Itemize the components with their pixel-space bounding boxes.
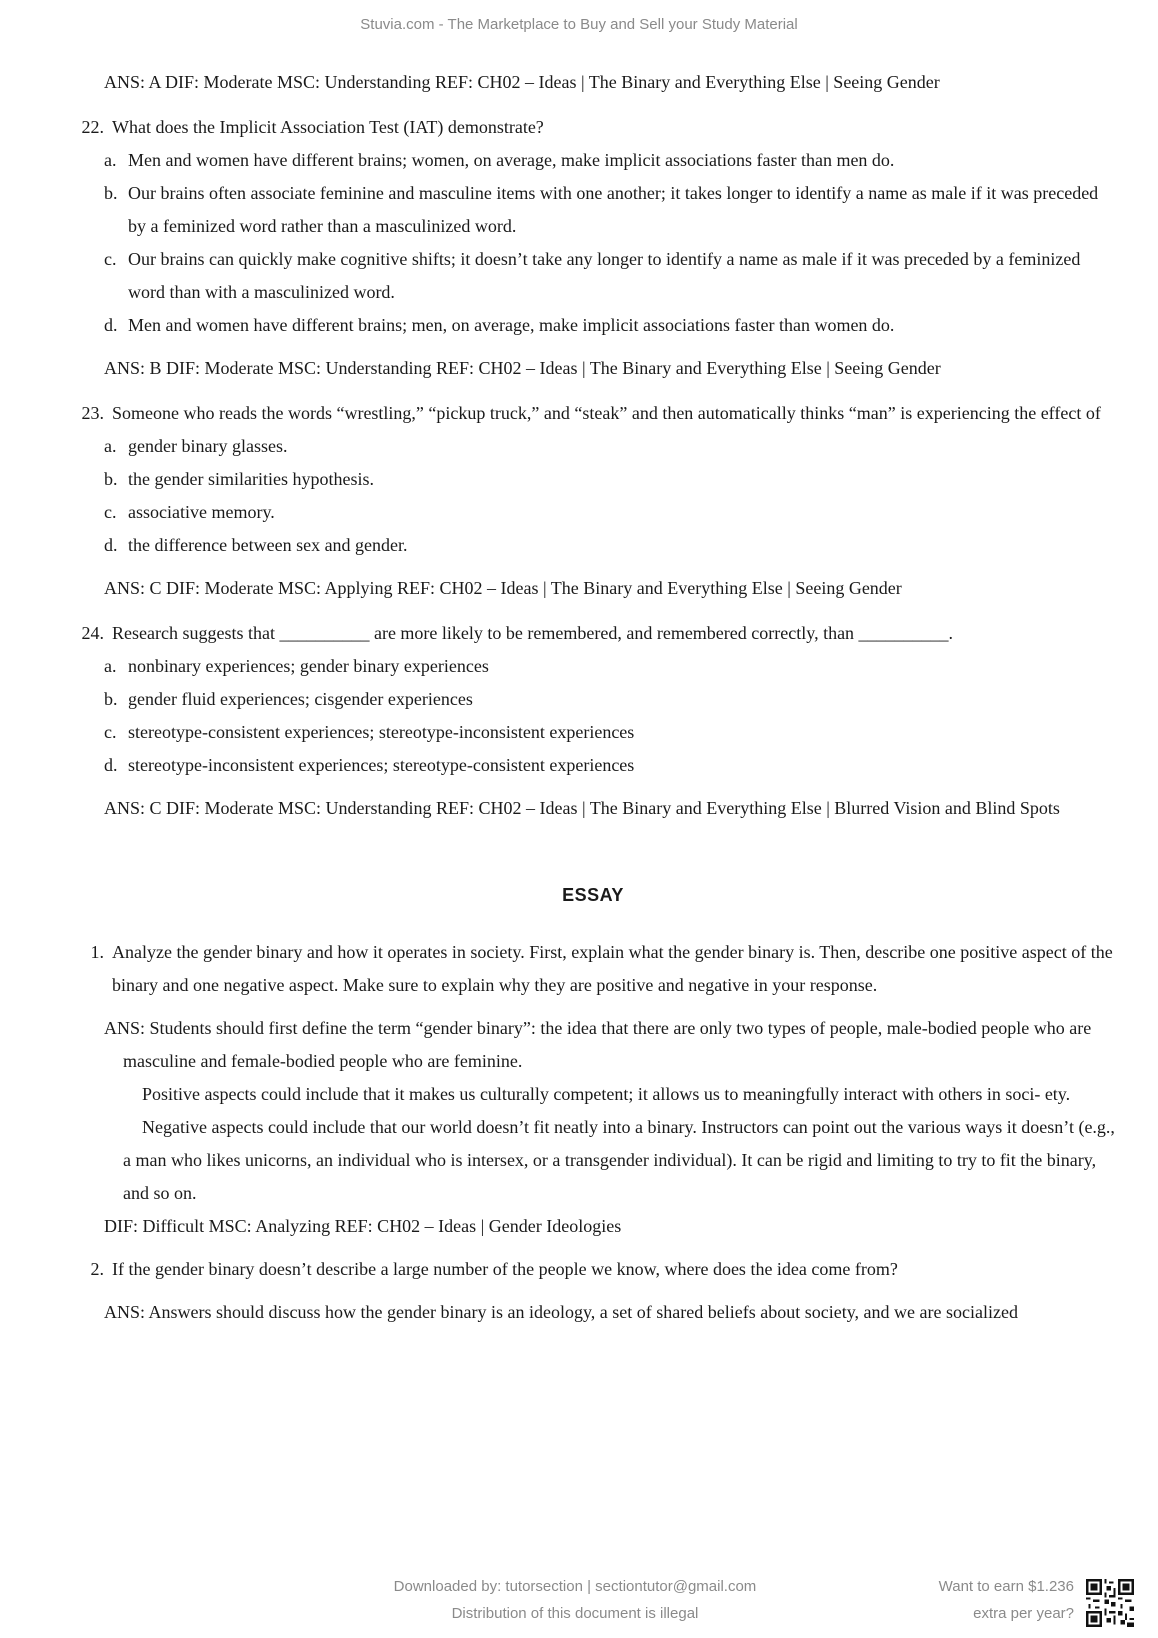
question-number: 24.	[81, 623, 104, 643]
question-number: 2.	[90, 1259, 104, 1279]
answer-key: ANS: C DIF: Moderate MSC: Understanding REF: CH02 – Ideas | The Binary and Everything Else | Blurred Vision and Blind Spots	[104, 798, 1060, 818]
question-text: Research suggests that __________ are more likely to be remembered, and remembered correctly, than __________.	[112, 623, 954, 643]
previous-answer-key	[68, 66, 1118, 99]
option-d: d. Men and women have different brains; men, on average, make implicit associations faster than women do.	[104, 315, 895, 335]
essay-answer-p3: Negative aspects could include that our world doesn’t fit neatly into a binary. Instructors can point out the various ways it doesn’t (e.g., a man who likes unicorns, an individual who is intersex, or a transgender individual). It can be rigid and limiting to try to fit the binary, and so on.	[123, 1117, 1115, 1203]
question-number: 23.	[81, 403, 104, 423]
option-b: b. Our brains often associate feminine and masculine items with one another; it takes longer to identify a name as male if it was preceded by a feminized word rather than a masculinized word.	[104, 183, 1099, 236]
question-number: 22.	[81, 117, 104, 137]
essay-question-2	[68, 1253, 1118, 1329]
essay-section-title: ESSAY	[562, 885, 624, 905]
question-text: What does the Implicit Association Test (IAT) demonstrate?	[112, 117, 544, 137]
option-d: d. stereotype-inconsistent experiences; stereotype-consistent experiences	[104, 755, 635, 775]
document-body	[68, 66, 1118, 1329]
essay-answer-p1: ANS: Students should first define the term “gender binary”: the idea that there are only two types of people, male-bodied people who are masculine and female-bodied people who are feminine.	[104, 1018, 1092, 1071]
question-number: 1.	[90, 942, 104, 962]
distribution-notice: Distribution of this document is illegal	[451, 1605, 699, 1622]
option-a: a. nonbinary experiences; gender binary experiences	[104, 656, 489, 676]
question-text: If the gender binary doesn’t describe a large number of the people we know, where does the idea come from?	[112, 1259, 898, 1279]
site-banner: Stuvia.com - The Marketplace to Buy and Sell your Study Material	[360, 16, 798, 33]
question-24	[68, 617, 1118, 825]
answer-text: ANS: A DIF: Moderate MSC: Understanding REF: CH02 – Ideas | The Binary and Everything Else | Seeing Gender	[104, 72, 940, 92]
question-23	[68, 397, 1118, 605]
essay-answer-p2: Positive aspects could include that it makes us culturally competent; it allows us to meaningfully interact with others in soci- ety.	[142, 1084, 1071, 1104]
option-d: d. the difference between sex and gender.	[104, 535, 408, 555]
question-text: Someone who reads the words “wrestling,” “pickup truck,” and “steak” and then automatically thinks “man” is experiencing the effect of	[112, 403, 1101, 423]
answer-key: ANS: C DIF: Moderate MSC: Applying REF: CH02 – Ideas | The Binary and Everything Else | Seeing Gender	[104, 578, 902, 598]
essay-answer-meta: DIF: Difficult MSC: Analyzing REF: CH02 – Ideas | Gender Ideologies	[104, 1216, 622, 1236]
option-c: c. associative memory.	[104, 502, 275, 522]
essay-question-1	[68, 936, 1118, 1243]
option-b: b. the gender similarities hypothesis.	[104, 469, 374, 489]
earn-promo[interactable]	[939, 1573, 1074, 1627]
download-notice	[330, 1573, 820, 1627]
downloaded-by: Downloaded by: tutorsection | sectiontutor@gmail.com	[393, 1578, 757, 1595]
option-c: c. Our brains can quickly make cognitive shifts; it doesn’t take any longer to identify a name as male if it was preceded by a feminized word than with a masculinized word.	[104, 249, 1081, 302]
option-c: c. stereotype-consistent experiences; stereotype-inconsistent experiences	[104, 722, 635, 742]
option-a: a. gender binary glasses.	[104, 436, 288, 456]
option-b: b. gender fluid experiences; cisgender experiences	[104, 689, 473, 709]
qr-code-icon[interactable]	[1086, 1579, 1134, 1627]
question-text: Analyze the gender binary and how it operates in society. First, explain what the gender binary is. Then, describe one positive aspect of the binary and one negative aspect. Make sure to explain why they are positive and negative in your response.	[112, 942, 1113, 995]
option-a: a. Men and women have different brains; women, on average, make implicit associations faster than men do.	[104, 150, 895, 170]
question-22	[68, 111, 1118, 385]
earn-line-1: Want to earn $1.236	[938, 1578, 1074, 1595]
earn-line-2: extra per year?	[973, 1605, 1074, 1622]
essay-answer-start: ANS: Answers should discuss how the gender binary is an ideology, a set of shared beliefs about society, and we are socialized	[104, 1302, 1018, 1322]
answer-key: ANS: B DIF: Moderate MSC: Understanding REF: CH02 – Ideas | The Binary and Everything Else | Seeing Gender	[104, 358, 941, 378]
